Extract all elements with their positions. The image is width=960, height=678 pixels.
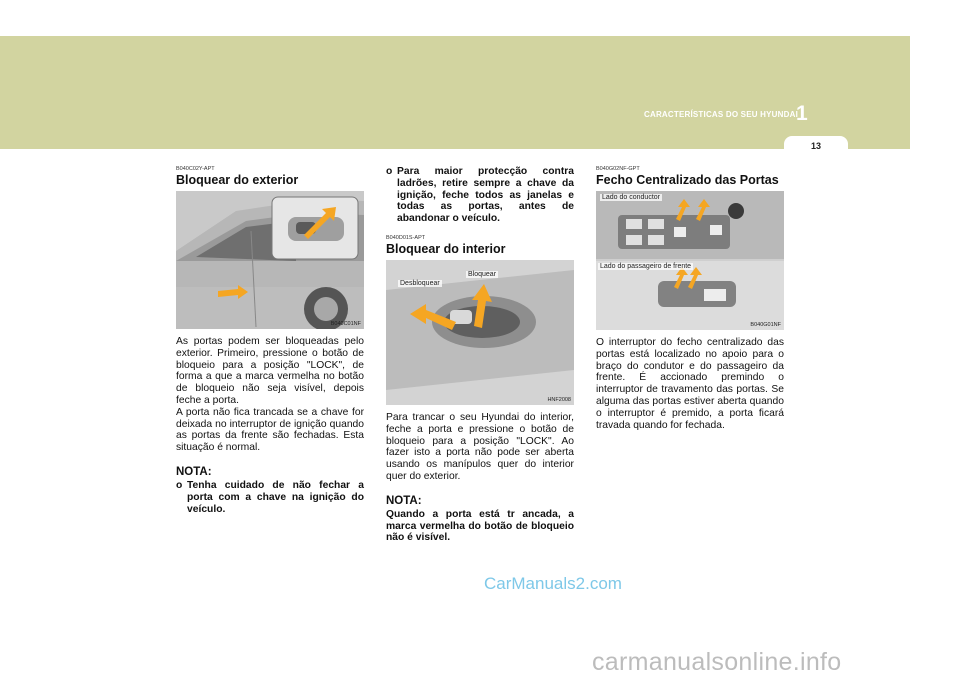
note-text: Quando a porta está tr ancada, a marca vermelha do botão de bloqueio não é visível. — [386, 508, 574, 544]
label-lock: Bloquear — [468, 270, 497, 278]
section-title: Fecho Centralizado das Portas — [596, 173, 779, 187]
column-central-lock — [596, 166, 784, 431]
car-door-figure — [176, 191, 364, 329]
label-driver-side: Lado do conductor — [602, 194, 660, 201]
paragraph: A porta não fica trancada se a chave for deixada no interruptor de ignição quando as portas da frente são fechadas. Esta situação é normal. — [176, 406, 364, 454]
column-exterior-lock — [176, 166, 364, 515]
section-title: Bloquear do exterior — [176, 173, 299, 187]
bullet-text: Para maior protecção contra ladrões, retire sempre a chave da ignição, feche todos as janelas e todas as portas, antes de abandonar o veículo. — [397, 166, 574, 225]
paragraph: Para trancar o seu Hyundai do interior, feche a porta e pressione o botão de bloqueio para a posição "LOCK". Ao fazer isto a porta não pode ser aberta usando os manípulos quer do interior quer do exterior. — [386, 411, 574, 482]
figure-code: HNF2008 — [547, 396, 571, 403]
car-door-illustration — [176, 191, 364, 329]
paragraph: As portas podem ser bloqueadas pelo exterior. Primeiro, pressione o botão de bloqueio para a posição "LOCK", de forma a que a marca vermelha no botão de bloqueio não seja visível, depois feche a porta. — [176, 336, 364, 406]
chapter-number: 1 — [796, 102, 808, 125]
section-code: B040D01S-APT — [386, 234, 426, 241]
note-heading: NOTA: — [386, 494, 422, 507]
chapter-title: CARACTERÍSTICAS DO SEU HYUNDAI — [643, 110, 798, 119]
central-lock-figure — [596, 191, 784, 330]
page-number: 13 — [810, 141, 821, 151]
note-heading: NOTA: — [176, 465, 212, 478]
carmanualsonline-watermark[interactable]: carmanualsonline.info — [592, 648, 842, 676]
section-title: Bloquear do interior — [386, 241, 506, 256]
central-lock-illustration — [596, 191, 784, 330]
bullet-mark: o — [176, 479, 183, 491]
section-code: B040G02NF-GPT — [596, 166, 640, 172]
column-interior-lock — [386, 166, 574, 544]
figure-code: B040G01NF — [750, 322, 781, 328]
header-band — [0, 36, 910, 149]
paragraph: O interruptor do fecho centralizado das portas está localizado no apoio para o braço do condutor e do passageiro da frente. É accionado premindo o interruptor de travamento das portas. Se alguma das portas estiver aberta quando o interruptor é premido, a porta ficará travada quando for fechada. — [596, 337, 784, 431]
note-bullet — [176, 480, 364, 515]
figure-code: B040C01NF — [330, 321, 361, 327]
interior-handle-figure — [386, 260, 574, 405]
label-unlock: Desbloquear — [400, 279, 440, 287]
section-code: B040C02Y-APT — [176, 166, 215, 172]
bullet-mark: o — [386, 166, 393, 177]
page-number-tab — [784, 136, 848, 158]
security-bullet — [386, 166, 574, 225]
label-passenger-side: Lado do passageiro de frente — [600, 263, 692, 270]
bullet-text: Tenha cuidado de não fechar a porta com a chave na ignição do veículo. — [187, 479, 364, 515]
carmanuals2-watermark[interactable]: CarManuals2.com — [484, 574, 622, 593]
